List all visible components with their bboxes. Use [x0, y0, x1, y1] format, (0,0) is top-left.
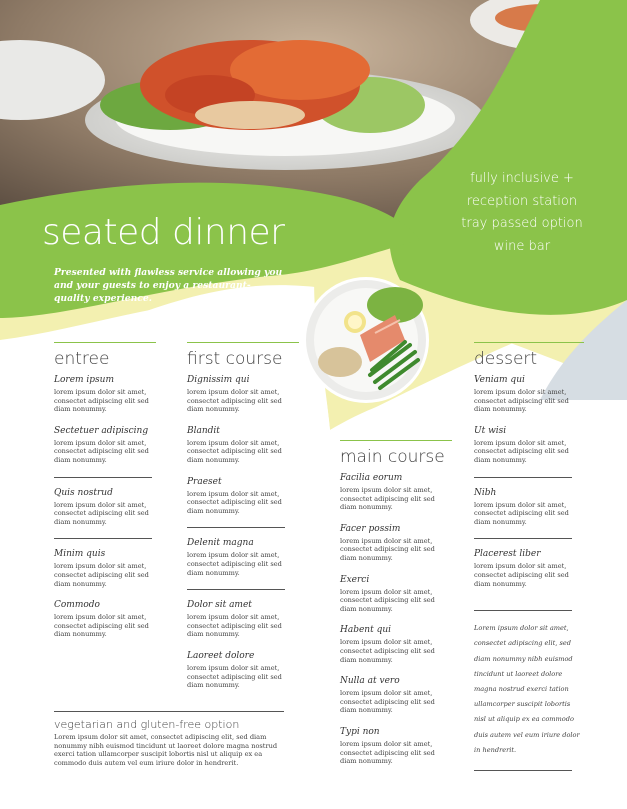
menu-item — [340, 727, 452, 766]
section-title: main course — [340, 447, 445, 467]
menu-item-desc: lorem ipsum dolor sit amet, consectet adipiscing elit sed diam nonummy. — [54, 500, 149, 526]
menu-item — [340, 524, 452, 563]
menu-item-desc: lorem ipsum dolor sit amet, consectet adipiscing elit sed diam nonummy. — [54, 388, 149, 414]
divider — [54, 538, 152, 539]
menu-item — [474, 488, 584, 527]
menu-item — [54, 375, 156, 414]
menu-item — [340, 676, 452, 715]
menu-item-desc: lorem ipsum dolor sit amet, consectet adipiscing elit sed diam nonummy. — [340, 638, 435, 664]
menu-item-desc: lorem ipsum dolor sit amet, consectet adipiscing elit sed diam nonummy. — [187, 613, 282, 639]
menu-item-name: Commodo — [54, 600, 100, 611]
divider — [54, 711, 284, 712]
divider — [474, 610, 572, 611]
menu-item — [187, 375, 299, 414]
menu-item-desc: lorem ipsum dolor sit amet, consectet adipiscing elit sed diam nonummy. — [340, 587, 435, 613]
menu-item — [187, 538, 299, 577]
divider — [474, 538, 572, 539]
inclusion-item: reception station — [466, 193, 578, 209]
divider — [187, 527, 285, 528]
menu-item-name: Blandit — [187, 425, 220, 436]
inclusions-list — [452, 168, 592, 258]
menu-item-name: Nibh — [474, 487, 497, 498]
menu-item-name: Quis nostrud — [54, 487, 113, 498]
menu-item-name: Sectetuer adipiscing — [54, 425, 149, 436]
menu-item — [187, 477, 299, 516]
menu-item-desc: lorem ipsum dolor sit amet, consectet adipiscing elit sed diam nonummy. — [54, 438, 149, 464]
menu-item-name: Facilia eorum — [340, 473, 403, 483]
menu-item-name: Facer possim — [340, 523, 401, 534]
menu-item — [340, 473, 452, 512]
menu-item-name: Lorem ipsum — [54, 375, 115, 385]
menu-item — [474, 375, 584, 414]
section-title: dessert — [474, 349, 538, 369]
menu-item — [340, 575, 452, 614]
section-title: entree — [54, 349, 110, 369]
menu-item — [474, 426, 584, 465]
menu-item-desc: lorem ipsum dolor sit amet, consectet adipiscing elit sed diam nonummy. — [187, 551, 282, 577]
menu-item — [54, 549, 156, 588]
menu-item-name: Exerci — [340, 574, 370, 585]
dessert-note: Lorem ipsum dolor sit amet, consectet adipiscing elit, sed diam nonummy nibh euismod tincidunt ut laoreet dolore magna nostrud exerci tation ullamcorper suscipit lobortis nisl ut aliquip ex ea commodo duis autem vel eum iriure dolor in hendrerit. — [474, 624, 580, 754]
menu-item-name: Veniam qui — [474, 375, 525, 385]
menu-item-desc: lorem ipsum dolor sit amet, consectet adipiscing elit sed diam nonummy. — [474, 500, 569, 526]
divider — [474, 770, 572, 771]
menu-item-name: Minim quis — [54, 549, 106, 560]
menu-item-name: Ut wisi — [474, 425, 507, 436]
menu-item — [54, 600, 156, 639]
entree-column — [54, 342, 156, 651]
inclusion-item: wine bar — [493, 238, 551, 254]
menu-item-name: Delenit magna — [187, 538, 254, 549]
first-course-column — [187, 342, 299, 702]
menu-item — [187, 651, 299, 690]
menu-item — [54, 488, 156, 527]
divider — [187, 589, 285, 590]
divider — [54, 477, 152, 478]
divider — [474, 477, 572, 478]
menu-item-name: Placerest liber — [474, 549, 541, 560]
menu-item-desc: lorem ipsum dolor sit amet, consectet adipiscing elit sed diam nonummy. — [187, 388, 282, 414]
vegetarian-section — [54, 711, 294, 767]
menu-item — [187, 600, 299, 639]
menu-item — [54, 426, 156, 465]
menu-item-name: Laoreet dolore — [187, 650, 255, 661]
menu-item-name: Habent qui — [340, 625, 392, 636]
tagline: Presented with flawless service allowing you and your guests to enjoy a restaurant-quality experience. — [54, 267, 283, 304]
menu-item-name: Dolor sit amet — [187, 600, 252, 611]
menu-item-desc: lorem ipsum dolor sit amet, consectet adipiscing elit sed diam nonummy. — [54, 613, 149, 639]
menu-item-desc: lorem ipsum dolor sit amet, consectet adipiscing elit sed diam nonummy. — [340, 689, 435, 715]
menu-item-desc: lorem ipsum dolor sit amet, consectet adipiscing elit sed diam nonummy. — [54, 562, 149, 588]
section-rule — [187, 342, 299, 343]
menu-item-desc: lorem ipsum dolor sit amet, consectet adipiscing elit sed diam nonummy. — [340, 739, 435, 766]
dessert-column — [474, 342, 584, 781]
menu-item-desc: lorem ipsum dolor sit amet, consectet adipiscing elit sed diam nonummy. — [340, 536, 435, 562]
menu-item — [474, 549, 584, 588]
menu-item-desc: lorem ipsum dolor sit amet, consectet adipiscing elit sed diam nonummy. — [474, 388, 569, 414]
rice-pilaf — [318, 347, 362, 377]
menu-item — [187, 426, 299, 465]
menu-item-desc: lorem ipsum dolor sit amet, consectet adipiscing elit sed diam nonummy. — [187, 489, 282, 515]
menu-item-desc: lorem ipsum dolor sit amet, consectet adipiscing elit sed diam nonummy. — [340, 486, 435, 512]
menu-item-name: Dignissim qui — [187, 375, 250, 385]
menu-item-desc: lorem ipsum dolor sit amet, consectet adipiscing elit sed diam nonummy. — [474, 438, 569, 464]
inclusion-item: tray passed option — [461, 216, 583, 231]
menu-item-desc: lorem ipsum dolor sit amet, consectet adipiscing elit sed diam nonummy. — [187, 663, 282, 690]
vegetarian-desc: Lorem ipsum dolor sit amet, consectet adipiscing elit, sed diam nonummy nibh euismod tincidunt ut laoreet dolore magna nostrud exerci tation ullamcorper suscipit lobortis nisl ut aliquip ex ea commodo duis autem vel eum iriure dolor in hendrerit. — [54, 733, 278, 767]
vegetarian-title: vegetarian and gluten-free option — [54, 718, 240, 731]
main-course-column — [340, 440, 452, 778]
section-rule — [54, 342, 156, 343]
menu-item-name: Nulla at vero — [340, 676, 400, 687]
menu-item-desc: lorem ipsum dolor sit amet, consectet adipiscing elit sed diam nonummy. — [474, 562, 569, 588]
section-rule — [474, 342, 584, 343]
menu-item-name: Typi non — [340, 726, 380, 737]
menu-item — [340, 625, 452, 664]
section-title: first course — [187, 349, 283, 369]
page-title: seated dinner — [42, 212, 285, 253]
menu-item-desc: lorem ipsum dolor sit amet, consectet adipiscing elit sed diam nonummy. — [187, 438, 282, 464]
inclusion-item: fully inclusive + — [470, 171, 574, 186]
section-rule — [340, 440, 452, 441]
menu-item-name: Praeset — [187, 476, 222, 487]
